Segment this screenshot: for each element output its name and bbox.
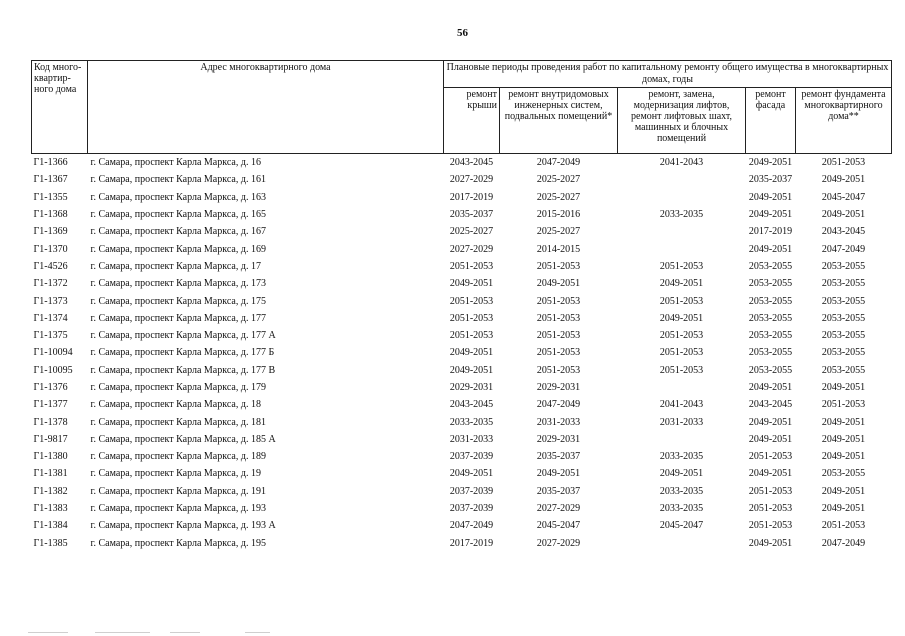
cell-facade: 2049-2051	[748, 382, 793, 393]
cell-facade: 2051-2053	[748, 503, 793, 515]
header-periods: Плановые периоды проведения работ по капитальному ремонту общего имущества в многоквартирных домах, годы	[444, 61, 892, 88]
cell-facade: 2053-2055	[748, 347, 793, 359]
table-row	[32, 292, 892, 309]
cell-address: г. Самара, проспект Карла Маркса, д. 17	[90, 260, 261, 272]
cell-roof: 2037-2039	[449, 503, 494, 515]
cell-facade: 2053-2055	[748, 330, 793, 342]
cell-address: г. Самара, проспект Карла Маркса, д. 173	[90, 278, 266, 290]
cell-lifts	[618, 379, 746, 396]
cell-facade: 2051-2053	[748, 520, 793, 532]
cell-roof: 2043-2045	[449, 157, 494, 169]
cell-systems: 2051-2053	[536, 347, 581, 359]
cell-code: Г1-1384	[33, 520, 68, 532]
cell-facade: 2053-2055	[748, 278, 793, 290]
cell-foundation: 2049-2051	[821, 485, 866, 497]
cell-facade: 2053-2055	[748, 312, 793, 324]
cell-systems: 2051-2053	[536, 312, 581, 324]
cell-code: Г1-1377	[33, 399, 68, 411]
cell-code: Г1-1368	[33, 209, 68, 221]
cell-address: г. Самара, проспект Карла Маркса, д. 16	[90, 157, 261, 169]
table-row	[32, 448, 892, 465]
cell-systems: 2029-2031	[536, 382, 581, 393]
cell-foundation: 2053-2055	[821, 278, 866, 290]
table-row	[32, 275, 892, 292]
cell-systems: 2035-2037	[536, 485, 581, 497]
cell-systems: 2031-2033	[536, 416, 581, 428]
cell-systems: 2047-2049	[536, 157, 581, 169]
cell-code: Г1-9817	[33, 433, 68, 445]
scan-mark	[170, 632, 200, 633]
capital-repair-table	[31, 60, 892, 552]
table-row	[32, 465, 892, 482]
cell-facade: 2049-2051	[748, 433, 793, 445]
cell-address: г. Самара, проспект Карла Маркса, д. 189	[90, 451, 266, 463]
cell-code: Г1-1375	[33, 330, 68, 342]
table-row	[32, 206, 892, 223]
cell-foundation: 2053-2055	[821, 468, 866, 480]
cell-foundation: 2051-2053	[821, 157, 866, 169]
cell-roof: 2017-2019	[449, 537, 494, 549]
header-address: Адрес многоквартирного дома	[88, 61, 444, 154]
cell-systems: 2049-2051	[536, 278, 581, 290]
cell-lifts: 2033-2035	[659, 503, 704, 515]
cell-roof: 2049-2051	[449, 347, 494, 359]
table-row	[32, 171, 892, 188]
scan-mark	[95, 632, 150, 633]
cell-foundation: 2053-2055	[821, 295, 866, 307]
cell-systems: 2027-2029	[536, 503, 581, 515]
cell-code: Г1-1366	[33, 157, 68, 169]
cell-address: г. Самара, проспект Карла Маркса, д. 193 А	[90, 520, 276, 532]
cell-systems: 2049-2051	[536, 468, 581, 480]
cell-systems: 2051-2053	[536, 295, 581, 307]
cell-address: г. Самара, проспект Карла Маркса, д. 191	[90, 485, 266, 497]
cell-facade: 2051-2053	[748, 451, 793, 463]
cell-facade: 2053-2055	[748, 260, 793, 272]
cell-systems: 2025-2027	[536, 226, 581, 238]
cell-roof: 2033-2035	[449, 416, 494, 428]
header-roof: ремонт крыши	[444, 88, 500, 154]
cell-code: Г1-1374	[33, 312, 68, 324]
cell-foundation: 2053-2055	[821, 312, 866, 324]
table-row	[32, 223, 892, 240]
table-row	[32, 431, 892, 448]
cell-address: г. Самара, проспект Карла Маркса, д. 19	[90, 468, 261, 480]
cell-systems: 2029-2031	[536, 433, 581, 445]
cell-facade: 2053-2055	[748, 364, 793, 376]
cell-code: Г1-4526	[33, 260, 68, 272]
cell-address: г. Самара, проспект Карла Маркса, д. 18	[90, 399, 261, 411]
cell-systems: 2014-2015	[536, 243, 581, 255]
cell-roof: 2051-2053	[449, 330, 494, 342]
cell-code: Г1-1355	[33, 191, 68, 203]
cell-lifts	[618, 431, 746, 448]
cell-code: Г1-10095	[33, 364, 73, 376]
cell-address: г. Самара, проспект Карла Маркса, д. 193	[90, 503, 266, 515]
cell-foundation: 2053-2055	[821, 364, 866, 376]
cell-lifts: 2033-2035	[659, 485, 704, 497]
scan-mark	[245, 632, 270, 633]
cell-facade: 2051-2053	[748, 485, 793, 497]
cell-foundation: 2053-2055	[821, 260, 866, 272]
cell-address: г. Самара, проспект Карла Маркса, д. 177	[90, 312, 266, 324]
cell-facade: 2049-2051	[748, 416, 793, 428]
table-row	[32, 240, 892, 257]
cell-code: Г1-1383	[33, 503, 68, 515]
cell-address: г. Самара, проспект Карла Маркса, д. 181	[90, 416, 266, 428]
cell-facade: 2049-2051	[748, 243, 793, 255]
cell-foundation: 2049-2051	[821, 451, 866, 463]
cell-code: Г1-1378	[33, 416, 68, 428]
cell-code: Г1-1367	[33, 174, 68, 186]
cell-address: г. Самара, проспект Карла Маркса, д. 177 В	[90, 364, 276, 376]
header-foundation: ремонт фундамента многоквартирного дома**	[796, 88, 892, 154]
cell-foundation: 2049-2051	[821, 433, 866, 445]
header-systems: ремонт внутридомовых инженерных систем, подвальных помещений*	[500, 88, 618, 154]
cell-roof: 2029-2031	[449, 382, 494, 393]
cell-lifts	[618, 240, 746, 257]
cell-foundation: 2049-2051	[821, 416, 866, 428]
cell-roof: 2027-2029	[449, 174, 494, 186]
table-row	[32, 396, 892, 413]
table-body	[32, 154, 892, 552]
cell-foundation: 2051-2053	[821, 399, 866, 411]
cell-address: г. Самара, проспект Карла Маркса, д. 177 А	[90, 330, 276, 342]
cell-lifts: 2041-2043	[659, 157, 704, 169]
cell-address: г. Самара, проспект Карла Маркса, д. 175	[90, 295, 266, 307]
table-row	[32, 413, 892, 430]
cell-code: Г1-1385	[33, 537, 68, 549]
cell-code: Г1-1380	[33, 451, 68, 463]
cell-roof: 2037-2039	[449, 451, 494, 463]
table-row	[32, 189, 892, 206]
cell-facade: 2017-2019	[748, 226, 793, 238]
scan-mark	[28, 632, 68, 633]
header-lifts: ремонт, замена, модернизация лифтов, ремонт лифтовых шахт, машинных и блочных помещений	[618, 88, 746, 154]
cell-roof: 2051-2053	[449, 295, 494, 307]
header-code: Код много-квартир-ного дома	[32, 61, 88, 154]
cell-systems: 2051-2053	[536, 260, 581, 272]
cell-facade: 2049-2051	[748, 209, 793, 221]
cell-roof: 2037-2039	[449, 485, 494, 497]
cell-code: Г1-1372	[33, 278, 68, 290]
cell-facade: 2049-2051	[748, 537, 793, 549]
cell-code: Г1-1381	[33, 468, 68, 480]
cell-foundation: 2049-2051	[821, 382, 866, 393]
table-row	[32, 310, 892, 327]
cell-address: г. Самара, проспект Карла Маркса, д. 177 Б	[90, 347, 275, 359]
header-row-top	[32, 61, 892, 88]
table-row	[32, 154, 892, 172]
table-row	[32, 344, 892, 361]
cell-systems: 2045-2047	[536, 520, 581, 532]
cell-lifts: 2031-2033	[659, 416, 704, 428]
cell-lifts	[618, 535, 746, 552]
cell-address: г. Самара, проспект Карла Маркса, д. 161	[90, 174, 266, 186]
cell-systems: 2025-2027	[536, 174, 581, 186]
cell-address: г. Самара, проспект Карла Маркса, д. 185 А	[90, 433, 276, 445]
cell-systems: 2015-2016	[536, 209, 581, 221]
table-row	[32, 258, 892, 275]
cell-code: Г1-1376	[33, 382, 68, 393]
cell-lifts: 2033-2035	[659, 451, 704, 463]
cell-foundation: 2053-2055	[821, 347, 866, 359]
cell-code: Г1-1382	[33, 485, 68, 497]
page-number: 56	[457, 27, 468, 39]
cell-code: Г1-1370	[33, 243, 68, 255]
cell-lifts: 2045-2047	[659, 520, 704, 532]
cell-roof: 2017-2019	[449, 191, 494, 203]
cell-systems: 2047-2049	[536, 399, 581, 411]
cell-foundation: 2051-2053	[821, 520, 866, 532]
cell-facade: 2049-2051	[748, 157, 793, 169]
cell-address: г. Самара, проспект Карла Маркса, д. 195	[90, 537, 266, 549]
cell-systems: 2027-2029	[536, 537, 581, 549]
cell-address: г. Самара, проспект Карла Маркса, д. 169	[90, 243, 266, 255]
cell-roof: 2051-2053	[449, 312, 494, 324]
table-row	[32, 517, 892, 534]
cell-foundation: 2049-2051	[821, 503, 866, 515]
cell-systems: 2051-2053	[536, 364, 581, 376]
cell-roof: 2049-2051	[449, 468, 494, 480]
cell-foundation: 2045-2047	[821, 191, 866, 203]
cell-systems: 2051-2053	[536, 330, 581, 342]
table-header	[32, 61, 892, 154]
cell-lifts: 2049-2051	[659, 278, 704, 290]
table-row	[32, 483, 892, 500]
cell-lifts	[618, 223, 746, 240]
cell-roof: 2027-2029	[449, 243, 494, 255]
cell-roof: 2035-2037	[449, 209, 494, 221]
cell-lifts: 2049-2051	[659, 468, 704, 480]
cell-code: Г1-10094	[33, 347, 73, 359]
cell-facade: 2035-2037	[748, 174, 793, 186]
cell-lifts: 2049-2051	[659, 312, 704, 324]
cell-roof: 2049-2051	[449, 278, 494, 290]
header-facade: ремонт фасада	[746, 88, 796, 154]
cell-roof: 2043-2045	[449, 399, 494, 411]
cell-lifts: 2051-2053	[659, 347, 704, 359]
cell-lifts: 2033-2035	[659, 209, 704, 221]
cell-address: г. Самара, проспект Карла Маркса, д. 165	[90, 209, 266, 221]
cell-foundation: 2047-2049	[821, 537, 866, 549]
cell-lifts	[618, 171, 746, 188]
cell-systems: 2025-2027	[536, 191, 581, 203]
cell-foundation: 2049-2051	[821, 174, 866, 186]
table-row	[32, 500, 892, 517]
cell-roof: 2025-2027	[449, 226, 494, 238]
cell-roof: 2051-2053	[449, 260, 494, 272]
cell-lifts: 2051-2053	[659, 364, 704, 376]
cell-facade: 2049-2051	[748, 468, 793, 480]
table-row	[32, 535, 892, 552]
cell-address: г. Самара, проспект Карла Маркса, д. 179	[90, 382, 266, 393]
cell-lifts: 2051-2053	[659, 295, 704, 307]
cell-lifts: 2041-2043	[659, 399, 704, 411]
table-row	[32, 379, 892, 396]
cell-code: Г1-1369	[33, 226, 68, 238]
cell-address: г. Самара, проспект Карла Маркса, д. 163	[90, 191, 266, 203]
cell-lifts	[618, 189, 746, 206]
cell-lifts: 2051-2053	[659, 330, 704, 342]
cell-roof: 2031-2033	[449, 433, 494, 445]
cell-foundation: 2053-2055	[821, 330, 866, 342]
cell-facade: 2053-2055	[748, 295, 793, 307]
cell-code: Г1-1373	[33, 295, 68, 307]
cell-roof: 2049-2051	[449, 364, 494, 376]
cell-facade: 2043-2045	[748, 399, 793, 411]
cell-foundation: 2043-2045	[821, 226, 866, 238]
table-row	[32, 327, 892, 344]
cell-foundation: 2047-2049	[821, 243, 866, 255]
cell-roof: 2047-2049	[449, 520, 494, 532]
cell-facade: 2049-2051	[748, 191, 793, 203]
cell-address: г. Самара, проспект Карла Маркса, д. 167	[90, 226, 266, 238]
cell-systems: 2035-2037	[536, 451, 581, 463]
cell-lifts: 2051-2053	[659, 260, 704, 272]
table-row	[32, 362, 892, 379]
cell-foundation: 2049-2051	[821, 209, 866, 221]
